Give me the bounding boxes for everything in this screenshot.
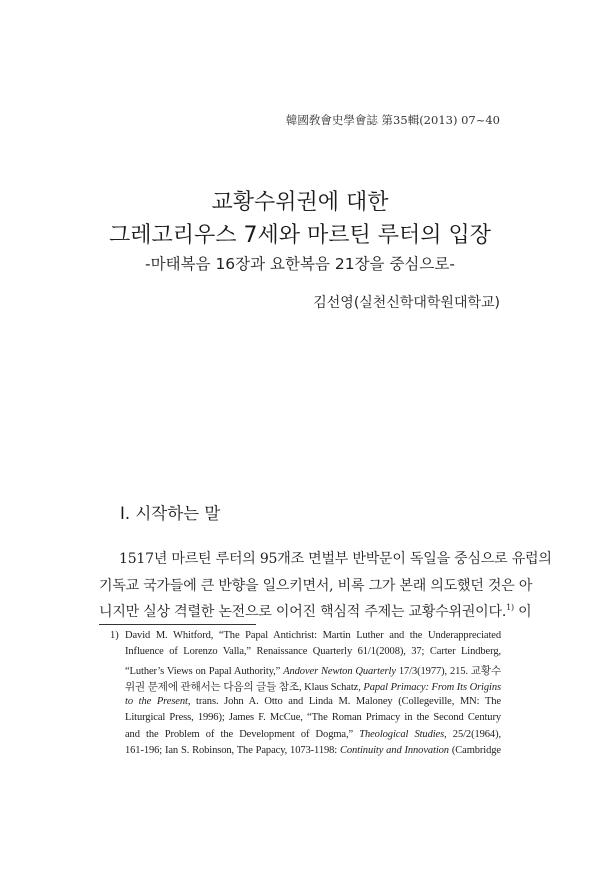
footnote-text: 161-196; Ian S. Robinson, The Papacy, 1073-1198: xyxy=(125,745,340,756)
footnote-text: “Luther’s Views on Papal Authority,” xyxy=(125,666,284,677)
footnote-book-title: Papal Primacy: From Its Origins xyxy=(363,682,501,693)
article-title-line2: 그레고리우스 7세와 마르틴 루터의 입장 xyxy=(108,223,491,248)
footnote-text: , 25/2(1964), xyxy=(444,729,501,740)
footnote-text: (Cambridge xyxy=(448,745,501,756)
body-text: 니지만 실상 격렬한 논전으로 이어진 핵심적 주제는 교황수위권이다. xyxy=(99,604,507,620)
body-line: 기독교 국가들에 큰 반향을 일으키면서, 비록 그가 본래 의도했던 것은 아 xyxy=(99,578,533,594)
footnote-text: and the Problem of the Development of Dogma,” xyxy=(125,729,360,740)
footnote-reference[interactable]: 1) xyxy=(506,603,514,612)
footnote-line xyxy=(125,745,501,756)
body-line: 1517년 마르틴 루터의 95개조 면벌부 반박문이 독일을 중심으로 유럽의 xyxy=(119,551,552,567)
footnote-line: Influence of Lorenzo Valla,” Renaissance Quarterly 61/1(2008), 37; Carter Lindberg, xyxy=(125,646,501,657)
author-affiliation: 김선영(실천신학대학원대학교) xyxy=(313,295,500,311)
footnote-text: , trans. John A. Otto and Linda M. Maloney (Collegeville, MN: The xyxy=(187,696,501,707)
footnote-text: 17/3(1977), 215. 교황수 xyxy=(395,666,501,677)
footnote-line: David M. Whitford, “The Papal Antichrist: Martin Luther and the Underappreciated xyxy=(125,630,501,641)
footnote-line xyxy=(125,679,501,694)
footnote-book-title: to the Present xyxy=(125,696,188,707)
body-text: 이 xyxy=(513,604,532,620)
footnote-line xyxy=(125,663,501,678)
article-title-line1: 교황수위권에 대한 xyxy=(211,190,389,215)
body-line xyxy=(99,601,532,621)
footnote-journal-title: Theological Studies xyxy=(359,729,445,740)
footnote-number: 1) xyxy=(110,630,119,641)
footnote-line xyxy=(125,696,501,707)
footnote-journal-title: Andover Newton Quarterly xyxy=(283,666,396,677)
footnote-line: Liturgical Press, 1996); James F. McCue, “The Roman Primacy in the Second Century xyxy=(125,712,501,723)
article-subtitle: -마태복음 16장과 요한복음 21장을 중심으로- xyxy=(145,255,455,273)
footnote-book-title: Continuity and Innovation xyxy=(339,745,449,756)
footnote-line xyxy=(125,729,501,740)
footnote-divider xyxy=(99,624,256,625)
running-header: 韓國敎會史學會誌 第35輯(2013) 07~40 xyxy=(285,113,500,127)
section-heading: I. 시작하는 말 xyxy=(120,504,221,523)
footnote-text: 위권 문제에 관해서는 다음의 글들 참조, Klaus Schatz, xyxy=(125,682,364,693)
